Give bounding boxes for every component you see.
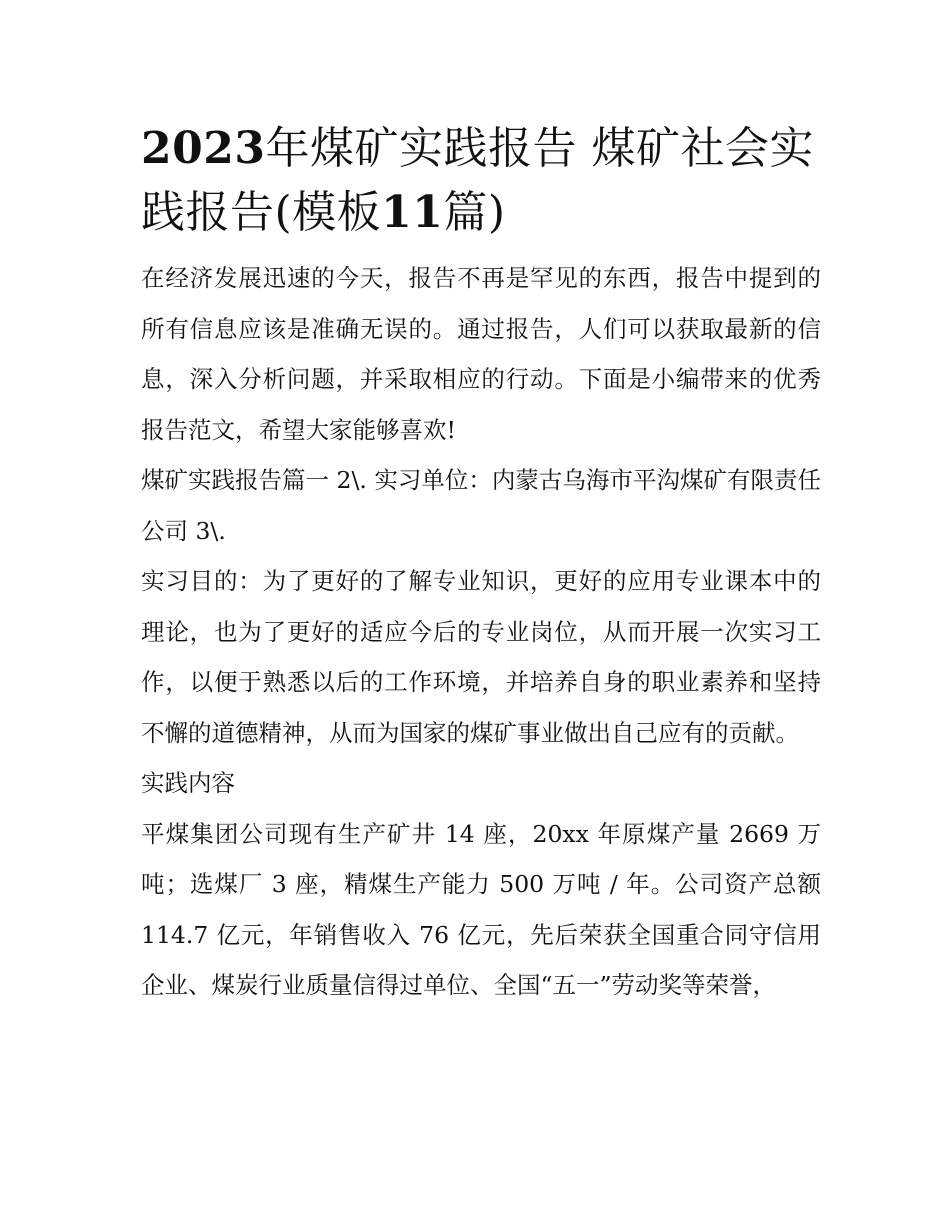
document-title bbox=[141, 117, 821, 245]
section-heading-practice-content: 实践内容 bbox=[141, 769, 235, 797]
title-year: 2023 bbox=[141, 123, 266, 174]
title-count: 11 bbox=[381, 187, 444, 238]
intro-paragraph: 在经济发展迅速的今天，报告不再是罕见的东西，报告中提到的所有信息应该是准确无误的。通过报告，人们可以获取最新的信息，深入分析问题，并采取相应的行动。下面是小编带来的优秀报告范文，希望大家能够喜欢! bbox=[141, 264, 821, 444]
title-text: 年煤矿实践报告 煤矿社会实践报告(模板 bbox=[141, 123, 814, 238]
internship-purpose-paragraph: 实习目的：为了更好的了解专业知识，更好的应用专业课本中的理论，也为了更好的适应今后的专业岗位，从而开展一次实习工作，以便于熟悉以后的工作环境，并培养自身的职业素养和坚持不懈的道德精神，从而为国家的煤矿事业做出自己应有的贡献。 bbox=[141, 567, 821, 747]
title-suffix: 篇) bbox=[443, 187, 506, 238]
document-body bbox=[141, 117, 821, 1011]
internship-unit-paragraph: 煤矿实践报告篇一 2\. 实习单位：内蒙古乌海市平沟煤矿有限责任公司 3\. bbox=[141, 466, 821, 545]
company-overview-paragraph: 平煤集团公司现有生产矿井 14 座，20xx 年原煤产量 2669 万吨；选煤厂 3 座，精煤生产能力 500 万吨 / 年。公司资产总额 114.7 亿元，年销售收入 76 亿元，先后荣获全国重合同守信用企业、煤炭行业质量信得过单位、全国“五一”劳动奖等荣誉， bbox=[141, 819, 821, 999]
